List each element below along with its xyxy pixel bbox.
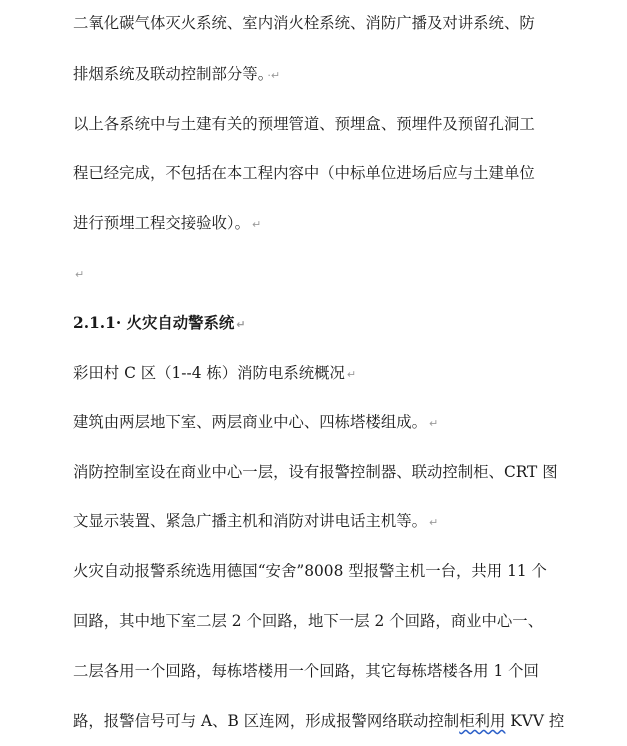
text-line bbox=[73, 608, 543, 634]
paragraph-mark-icon: ↵ bbox=[75, 268, 85, 281]
line-text: 文显示装置、紧急广播主机和消防对讲电话主机等。 bbox=[73, 512, 427, 530]
text-line bbox=[73, 61, 280, 87]
heading-text: 2.1.1· 火灾自动警系统 bbox=[73, 314, 235, 332]
text-line bbox=[73, 360, 356, 386]
line-text: 以上各系统中与土建有关的预埋管道、预埋盒、预埋件及预留孔洞工 bbox=[73, 115, 535, 133]
paragraph-mark-icon: ↵ bbox=[252, 218, 262, 231]
line-text: 二层各用一个回路，每栋塔楼用一个回路，其它每栋塔楼各用 1 个回 bbox=[73, 662, 539, 680]
text-line bbox=[73, 658, 539, 684]
line-text: 进行预埋工程交接验收）。 bbox=[73, 214, 250, 232]
line-text: 排烟系统及联动控制部分等。 bbox=[73, 65, 266, 83]
text-line bbox=[73, 210, 261, 236]
empty-paragraph bbox=[73, 260, 84, 286]
line-text: 回路，其中地下室二层 2 个回路，地下一层 2 个回路，商业中心一、 bbox=[73, 612, 544, 630]
text-line bbox=[73, 10, 535, 36]
line-text: 火灾自动报警系统选用德国“安舍”8008 型报警主机一台，共用 11 个 bbox=[73, 562, 547, 580]
line-text: 建筑由两层地下室、两层商业中心、四栋塔楼组成。 bbox=[73, 413, 427, 431]
spellcheck-underline[interactable]: 柜利用 bbox=[459, 712, 506, 730]
paragraph-mark-icon: ↵ bbox=[236, 318, 246, 331]
line-text: 程已经完成，不包括在本工程内容中（中标单位进场后应与土建单位 bbox=[73, 164, 535, 182]
paragraph-mark-icon: ↵ bbox=[429, 417, 439, 430]
text-line bbox=[73, 708, 564, 734]
paragraph-mark-icon: ↵ bbox=[429, 516, 439, 529]
text-line bbox=[73, 111, 535, 137]
line-text: 彩田村 C 区（1--4 栋）消防电系统概况 bbox=[73, 364, 345, 382]
line-text: 路，报警信号可与 A、B 区连网，形成报警网络联动控制 bbox=[73, 712, 460, 730]
text-line bbox=[73, 409, 438, 435]
paragraph-mark-icon: ↵ bbox=[346, 368, 357, 381]
paragraph-mark-icon: ·↵ bbox=[267, 69, 281, 82]
text-line bbox=[73, 459, 558, 485]
line-text: 二氧化碳气体灭火系统、室内消火栓系统、消防广播及对讲系统、防 bbox=[73, 14, 535, 32]
line-text-tail: KVV 控 bbox=[505, 712, 565, 730]
section-heading bbox=[73, 310, 246, 336]
text-line bbox=[73, 508, 438, 534]
line-text: 消防控制室设在商业中心一层，设有报警控制器、联动控制柜、CRT 图 bbox=[73, 463, 558, 481]
text-line bbox=[73, 558, 547, 584]
text-line bbox=[73, 160, 535, 186]
